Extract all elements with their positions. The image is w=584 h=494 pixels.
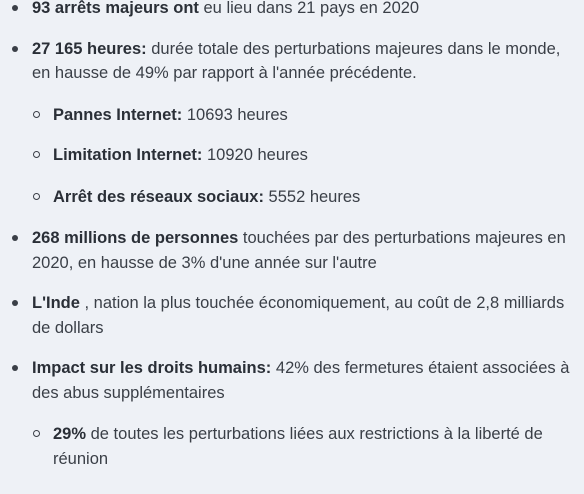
list-item-bold: 27 165 heures: <box>32 39 147 58</box>
list-item-text: de toutes les perturbations liées aux restrictions à la liberté de réunion <box>53 425 543 468</box>
sub-list-item <box>0 103 584 128</box>
list-item-bold: Limitation Internet: <box>53 146 203 164</box>
sub-list-item <box>0 422 584 471</box>
list-item-text: , nation la plus touchée économiquement, au coût de 2,8 milliards de dollars <box>32 294 565 337</box>
list-item <box>0 37 584 86</box>
list-item-text: eu lieu dans 21 pays en 2020 <box>198 0 420 17</box>
sub-list-item <box>0 185 584 210</box>
sub-list-item <box>0 143 584 168</box>
list-item-text: 10920 heures <box>202 146 308 164</box>
list-item-bold: Pannes Internet: <box>53 105 183 124</box>
list-item-bold: 268 millions de personnes <box>32 229 239 247</box>
list-item-bold: Arrêt des réseaux sociaux: <box>53 187 264 206</box>
list-item-bold: 93 arrêts majeurs ont <box>32 0 199 17</box>
list-item-text: touchées par des perturbations majeures en 2020, en hausse de 3% d'une année sur l'autre <box>32 229 566 272</box>
list-item-bold: 29% <box>53 425 87 443</box>
list-item-bold: L'Inde <box>32 294 80 312</box>
list-item <box>0 0 584 21</box>
list-item-text: 42% des fermetures étaient associées à des abus supplémentaires <box>32 359 570 402</box>
list-item-text: 10693 heures <box>182 105 288 124</box>
list-item-text: 5552 heures <box>263 187 361 206</box>
list-item-text: durée totale des perturbations majeures dans le monde, en hausse de 49% par rapport à l'année précédente. <box>32 39 561 82</box>
list-item <box>0 356 584 405</box>
list-item <box>0 226 584 275</box>
list-item <box>0 291 584 340</box>
list-item-bold: Impact sur les droits humains: <box>32 359 272 377</box>
